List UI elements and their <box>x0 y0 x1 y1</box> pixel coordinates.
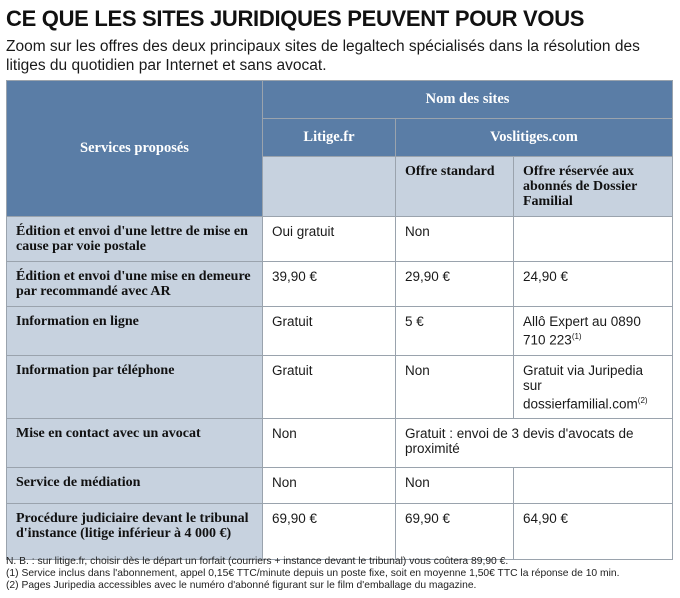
standard-cell: Non <box>396 468 514 504</box>
abonnes-cell: 64,90 € <box>514 504 673 560</box>
litige-cell: Oui gratuit <box>263 217 396 262</box>
litige-cell: Non <box>263 468 396 504</box>
service-cell: Information par téléphone <box>7 355 263 419</box>
note-1: (1) Service inclus dans l'abonnement, appel 0,15€ TTC/minute depuis un poste fixe, soit en moyenne 1,50€ TTC la réponse de 10 min. <box>6 568 620 580</box>
page-title: CE QUE LES SITES JURIDIQUES PEUVENT POUR VOUS <box>6 6 585 31</box>
service-cell: Procédure judiciaire devant le tribunal d'instance (litige inférieur à 4 000 €) <box>7 504 263 560</box>
offer-abonnes-header: Offre réservée aux abonnés de Dossier Familial <box>514 157 673 217</box>
table-row <box>7 468 673 504</box>
sites-header: Nom des sites <box>263 81 673 119</box>
service-cell: Service de médiation <box>7 468 263 504</box>
litige-cell: 39,90 € <box>263 262 396 307</box>
table-row <box>7 262 673 307</box>
standard-cell: Non <box>396 355 514 419</box>
service-cell: Édition et envoi d'une mise en demeure par recommandé avec AR <box>7 262 263 307</box>
comparison-table <box>6 80 673 560</box>
standard-cell: 69,90 € <box>396 504 514 560</box>
table-row <box>7 419 673 468</box>
table-row <box>7 355 673 419</box>
abonnes-text: Allô Expert au 0890 710 223 <box>523 314 641 348</box>
table-row <box>7 504 673 560</box>
abonnes-cell <box>514 217 673 262</box>
footnote-ref: (2) <box>637 395 648 405</box>
note-nb: N. B. : sur litige.fr, choisir dès le départ un forfait (courriers + instance devant le tribunal) vous coûtera 89,90 €. <box>6 556 509 567</box>
service-cell: Information en ligne <box>7 307 263 356</box>
table-row <box>7 307 673 356</box>
litige-cell: Gratuit <box>263 307 396 356</box>
standard-cell: 5 € <box>396 307 514 356</box>
litige-cell: Non <box>263 419 396 468</box>
footnotes <box>6 556 674 593</box>
standard-cell: 29,90 € <box>396 262 514 307</box>
table-row <box>7 217 673 262</box>
abonnes-cell <box>514 355 673 419</box>
empty-header-cell <box>263 157 396 217</box>
service-cell: Édition et envoi d'une lettre de mise en cause par voie postale <box>7 217 263 262</box>
abonnes-cell <box>514 307 673 356</box>
litige-cell: Gratuit <box>263 355 396 419</box>
services-header: Services proposés <box>7 81 263 217</box>
service-cell: Mise en contact avec un avocat <box>7 419 263 468</box>
voslitiges-merged-cell: Gratuit : envoi de 3 devis d'avocats de proximité <box>396 419 673 468</box>
footnote-ref: (1) <box>571 332 582 341</box>
litige-cell: 69,90 € <box>263 504 396 560</box>
site-litige-header: Litige.fr <box>263 119 396 157</box>
page-subtitle: Zoom sur les offres des deux principaux sites de legaltech spécialisés dans la résolution des litiges du quotidien par Internet et sans avocat. <box>6 38 640 74</box>
standard-cell: Non <box>396 217 514 262</box>
site-voslitiges-header: Voslitiges.com <box>396 119 673 157</box>
abonnes-text: Gratuit via Juripedia sur dossierfamilial.com <box>523 362 644 411</box>
abonnes-cell: 24,90 € <box>514 262 673 307</box>
abonnes-cell <box>514 468 673 504</box>
note-2: (2) Pages Juripedia accessibles avec le numéro d'abonné figurant sur le film d'emballage du magazine. <box>6 580 477 592</box>
offer-standard-header: Offre standard <box>396 157 514 217</box>
